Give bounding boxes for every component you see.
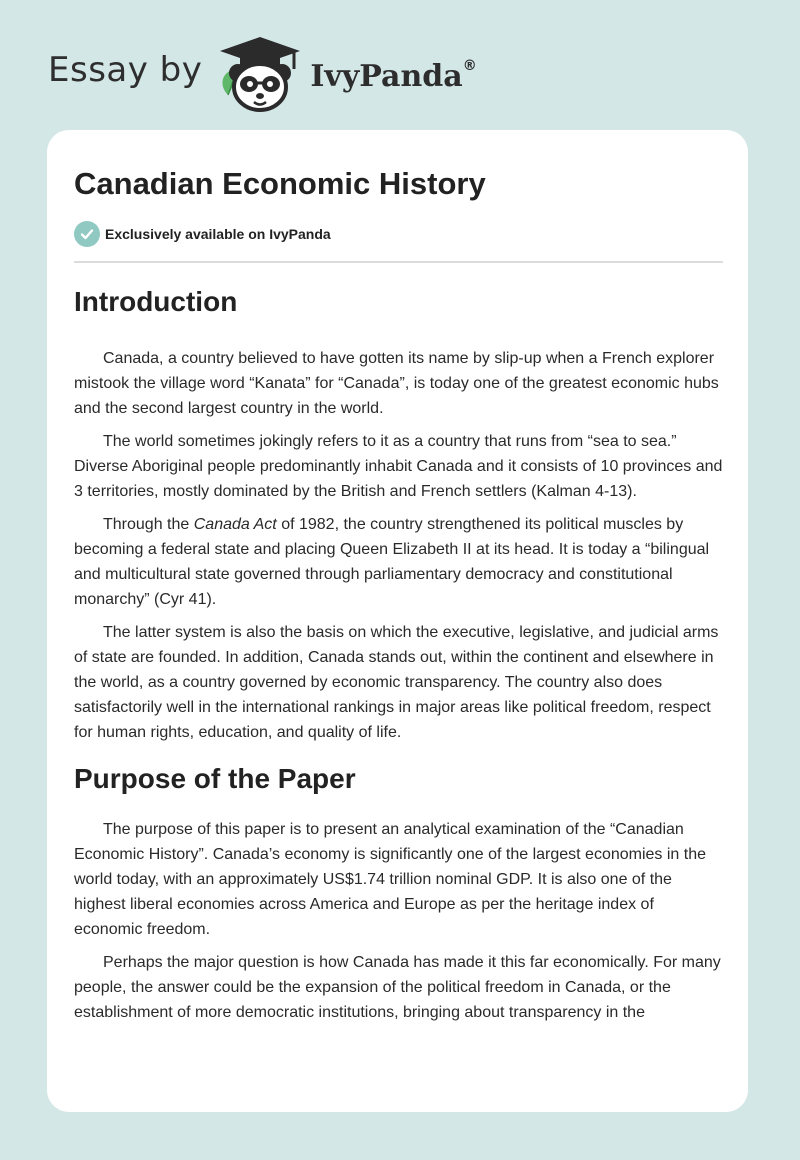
paragraph: The purpose of this paper is to present an analytical examination of the “Canadian Economic History”. Canada’s economy is significantly one of the largest economies in the world today, with an approximately US$1.74 trillion nominal GDP. It is also one of the highest liberal economies across America and Europe as per the heritage index of economic freedom. [74,821,707,939]
paragraph: The latter system is also the basis on which the executive, legislative, and judicial arms of state are founded. In addition, Canada stands out, within the continent and elsewhere in the world, as a country governed by economic transparency. The country also does satisfactorily well in the international rankings in major areas like political freedom, respect for human rights, education, and quality of life. [74,623,719,741]
paragraph: Perhaps the major question is how Canada has made it this far economically. For many people, the answer could be the expansion of the political freedom in Canada, or the establishment of more democratic institutions, bringing about transparency in the [74,954,721,1022]
section-heading-introduction: Introduction [74,286,238,317]
essay-body [74,285,724,1025]
essay-card [47,130,748,1112]
paragraph: Canada, a country believed to have gotten its name by slip-up when a French explorer mistook the village word “Kanata” for “Canada”, is today one of the greatest economic hubs and the second largest country in the world. [74,349,719,417]
panda-logo-icon [214,35,306,113]
title-divider [74,261,723,263]
exclusive-badge [74,221,331,247]
paragraph: The world sometimes jokingly refers to it as a country that runs from “sea to sea.” Diverse Aboriginal people predominantly inhabit Canada and it consists of 10 provinces and 3 territories, mostly dominated by the British and French settlers (Kalman 4-13). [74,432,723,500]
brand-name: IvyPanda® [310,58,477,94]
essay-by-label: Essay by [48,50,203,90]
brand-header[interactable] [48,34,477,114]
essay-title: Canadian Economic History [74,166,486,201]
registered-mark: ® [462,58,477,74]
badge-text: Exclusively available on IvyPanda [105,226,331,242]
paragraph: Through the Canada Act of 1982, the country strengthened its political muscles by becoming a federal state and placing Queen Elizabeth II at its head. It is today a “bilingual and multicultural state governed through parliamentary democracy and constitutional monarchy” (Cyr 41). [74,515,710,608]
check-icon [74,221,100,247]
canada-act-italic: Canada Act [193,515,277,533]
section-heading-purpose: Purpose of the Paper [74,762,356,794]
